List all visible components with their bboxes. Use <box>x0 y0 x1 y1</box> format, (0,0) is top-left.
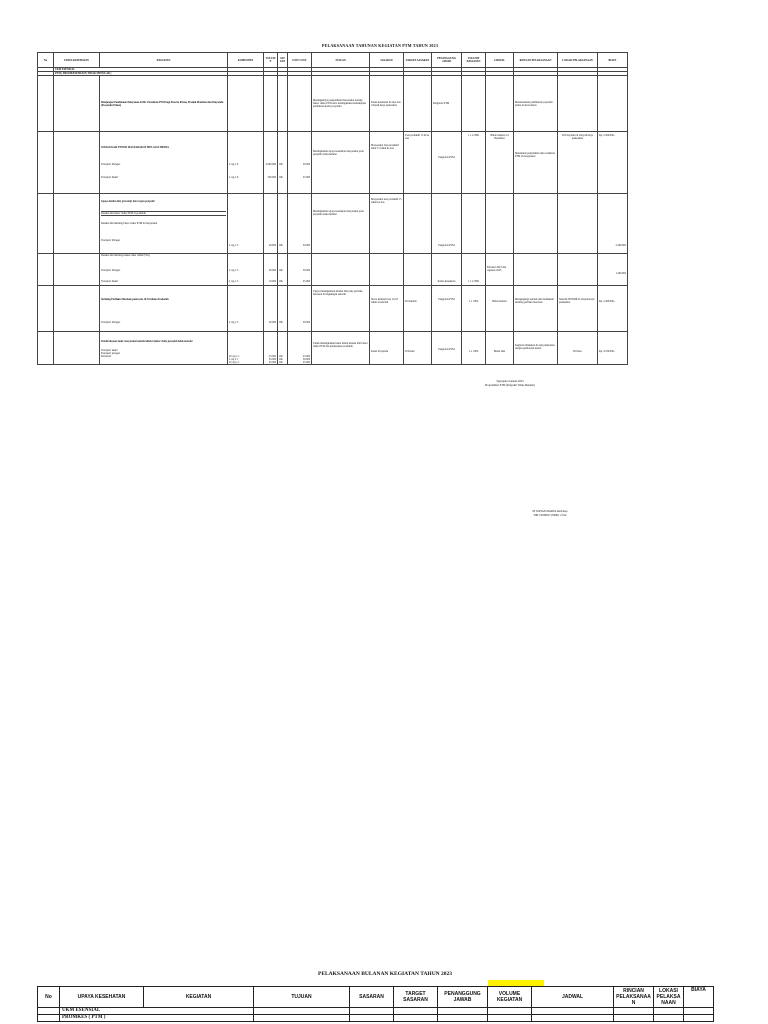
volume-value: 2.000.000 <box>265 163 276 166</box>
komponen-value: 2 org x 3 <box>229 269 239 272</box>
lokasi-cell: Di Desa <box>558 332 598 365</box>
unit-cost-value: 50.000 <box>302 269 310 272</box>
volume-cell <box>264 254 278 286</box>
komponen-value: 2 org x 6 <box>229 163 239 166</box>
b-col-target: TARGET SASARAN <box>394 987 438 1008</box>
satuan-value: OK <box>279 163 283 166</box>
satuan-value: OK <box>279 269 283 272</box>
col-target: TARGET SASARAN <box>404 53 432 68</box>
unit-cost-value: 25.000 <box>302 280 310 283</box>
komponen-value: 2 org x 1 <box>229 358 239 361</box>
jadwal-cell: Bulan Juni <box>486 332 514 365</box>
target-cell: Di Sekolah <box>404 286 432 332</box>
signature-footer <box>490 510 610 518</box>
monthly-header-row <box>38 987 714 1008</box>
unit-cost-cell <box>288 132 312 194</box>
kegiatan-cell <box>100 286 228 332</box>
satuan-value: OK <box>279 361 283 364</box>
rincian-cell: Melakukan penyuluhan dan sosialisasi PTM di masyarakat <box>514 132 558 194</box>
b-col-rincian: RINCIAN PELAKSANAAN <box>614 987 654 1008</box>
item-label: Transport Petugas <box>101 269 121 272</box>
sign-role: Programmer PTM (Penyakit Tidak Menular) <box>484 384 536 387</box>
satuan-cell <box>278 286 288 332</box>
item-label: Transport Petugas <box>101 321 121 324</box>
vol-keg-cell: 1 x 1 Bln <box>462 286 486 332</box>
kegiatan-title: Skrining Perilaku Merokok pada usia 10-18 tahun di sekolah <box>101 298 169 301</box>
kegiatan-cell <box>100 254 228 286</box>
col-pj: PENANGGUNG JAWAB <box>432 53 462 68</box>
volume-value: 500.000 <box>267 176 276 179</box>
tujuan-cell: Upaya meningkatkan deteksi dini pada perilaku merokok di lingkungan sekolah <box>312 286 370 332</box>
komponen-value: 20 org x 1 <box>229 355 240 358</box>
kegiatan-title: Pemberdayaan kader masyarakat melalui deteksi faktor risiko penyakit tidak menular <box>101 340 193 343</box>
b-col-lokasi: LOKASI PELAKSANAAN <box>654 987 684 1008</box>
kegiatan-cell <box>100 132 228 194</box>
header-row <box>38 53 628 68</box>
col-rincian: RINCIAN PELAKSANAAN <box>514 53 558 68</box>
col-vol-keg: VOLUME KEGIATAN <box>462 53 486 68</box>
pj-cell: Pengelola PTM <box>432 194 462 254</box>
item-label: Transport petugas <box>101 352 120 355</box>
table-row <box>38 132 628 194</box>
satuan-value: OK <box>279 244 283 247</box>
tujuan-cell: Meningkatnya pengetahuan masyarakat tentang faktor risiko PTM serta meningkatkan kemampuan pembinaan kader posyandu <box>312 76 370 132</box>
kegiatan-cell <box>100 332 228 365</box>
col-lokasi: LOKASI PELAKSANAAN <box>558 53 598 68</box>
sign-nip: NIP. 19930627 200901 2 014 <box>533 514 567 517</box>
item-label: Transport Petugas <box>101 239 121 242</box>
col-tujuan: TUJUAN <box>312 53 370 68</box>
sign-name: NI WAYAN MARTA Amd.Kep <box>532 510 568 513</box>
biaya-cell: 2.400.000 <box>598 194 628 254</box>
kegiatan-title: Upaya deteksi dini, preventif, dan respon penyakit <box>101 200 155 203</box>
unit-cost-value: 25.000 <box>302 355 310 358</box>
volume-cell <box>264 194 278 254</box>
pj-cell: Pengelola PTM <box>432 332 462 365</box>
unit-cost-value: 50.000 <box>302 358 310 361</box>
volume-cell <box>264 132 278 194</box>
satuan-value: OK <box>279 321 283 324</box>
item-label: Transport Kader <box>101 176 119 179</box>
col-kegiatan: KEGIATAN <box>100 53 228 68</box>
biaya-cell: Rp. 2.400.000,- <box>598 286 628 332</box>
komponen-value: 2 org x 3 <box>229 244 239 247</box>
col-komponen: KOMPONEN <box>228 53 264 68</box>
col-no: No <box>38 53 54 68</box>
volume-value: 20.000 <box>268 244 276 247</box>
unit-cost-value: 25.000 <box>302 361 310 364</box>
biaya-cell: Rp. 2.500.000,- <box>598 132 628 194</box>
pj-cell: Pengelola PTM <box>432 76 462 132</box>
sasaran-cell: Kader Posyandu <box>370 332 404 365</box>
table-row <box>38 76 628 132</box>
pj-cell: Pengelola PTM <box>432 132 462 194</box>
item-label: Transport Petugas <box>101 163 121 166</box>
document-title: PELAKSANAAN TAHUNAN KEGIATAN PTM TAHUN 2023 <box>321 43 439 48</box>
b-col-biaya: BIAYA <box>684 987 714 1008</box>
tujuan-cell: Meningkatkan upaya kesehatan masyarakat pada penyakit tidak menular <box>312 132 370 194</box>
pj-cell: Pengelola PTM <box>432 286 462 332</box>
unit-cost-cell <box>288 332 312 365</box>
komponen-value: 2 org x 3 <box>229 321 239 324</box>
target-cell <box>404 254 432 286</box>
satuan-value: OK <box>279 355 283 358</box>
table-row <box>38 254 628 286</box>
komponen-cell <box>228 332 264 365</box>
target-cell: 20 Kader <box>404 332 432 365</box>
komponen-cell <box>228 194 264 254</box>
volume-value: 20.000 <box>268 269 276 272</box>
kegiatan-title: SOSIALISASI PTM DI MASYARAKAT MELALUI MEDIA <box>101 146 169 149</box>
sasaran-cell: Masyarakat Usia produktif umur 15 tahun ke atas <box>370 132 404 194</box>
rincian-cell: Melaksanakan pembinaan posyandu prima di desa binaan <box>514 76 558 132</box>
biaya-cell: 1.200.000 <box>598 254 628 286</box>
annual-plan-table <box>37 52 628 365</box>
kegiatan-title: Deteksi dini skrining kanker leher rahim (IVA) <box>101 254 150 257</box>
section-label: PTM ( PROMKESEHATAN TIDAK MENULAR ) <box>54 72 228 76</box>
tujuan-cell: Untuk meningkatkan kader dalam deteksi dini faktor risiko PTM dan pelaksanaan posbindu <box>312 332 370 365</box>
volume-value: 25.000 <box>268 361 276 364</box>
satuan-value: OK <box>279 280 283 283</box>
col-jadwal: JADWAL <box>486 53 514 68</box>
unit-cost-value: 25.000 <box>302 176 310 179</box>
volume-value: 20.000 <box>268 321 276 324</box>
sasaran-cell: Kader kesehatan di desa dan wilayah kerja puskesmas <box>370 76 404 132</box>
col-biaya: BIAYA <box>598 53 628 68</box>
table-row <box>38 332 628 365</box>
b-col-jadwal: JADWAL <box>532 987 614 1008</box>
item-label: Transport kader <box>101 349 118 352</box>
komponen-cell <box>228 286 264 332</box>
volume-cell <box>264 332 278 365</box>
jadwal-cell: Februari 2023 dan Agustus 2023 <box>486 254 514 286</box>
volume-value: 25.000 <box>268 355 276 358</box>
sign-place-date: Saptaputra Januari 2023 <box>496 380 524 383</box>
satuan-cell <box>278 132 288 194</box>
vol-keg-cell: 1 x 12 Bln <box>462 132 486 194</box>
jadwal-cell: Bulan Januari <box>486 286 514 332</box>
unit-cost-value: 50.000 <box>302 244 310 247</box>
table-row <box>38 286 628 332</box>
volume-value: 10.000 <box>268 280 276 283</box>
col-satuan: SAT UAN <box>278 53 288 68</box>
col-sasaran: SASARAN <box>370 53 404 68</box>
tujuan-cell: Meningkatkan upaya kesehatan masyarakat pada penyakit tidak menular <box>312 194 370 254</box>
satuan-cell <box>278 194 288 254</box>
unit-cost-cell <box>288 194 312 254</box>
rincian-cell: Mengunjungi sekolah dan melakukan skrining perilaku merokok <box>514 286 558 332</box>
unit-cost-cell <box>288 286 312 332</box>
sub-activity: Deteksi dini faktor risiko PTM di posbindu <box>101 211 226 216</box>
komponen-cell <box>228 132 264 194</box>
monthly-title: PELAKSANAAN BULANAN KEGIATAN TAHUN 2023 <box>317 971 453 977</box>
monthly-section-label: PROMKES ( PTM ) <box>60 1015 254 1022</box>
volume-value: 50.000 <box>268 358 276 361</box>
satuan-cell <box>278 254 288 286</box>
jadwal-cell: Bulan Januari s/d Desember <box>486 132 514 194</box>
unit-cost-value: 50.000 <box>302 163 310 166</box>
b-col-no: No <box>38 987 60 1008</box>
satuan-cell <box>278 332 288 365</box>
b-col-vol-keg: VOLUME KEGIATAN <box>488 987 532 1008</box>
item-label: Konsumsi <box>101 355 112 358</box>
satuan-value: OK <box>279 358 283 361</box>
monthly-row <box>38 1015 714 1022</box>
sub-activity: Deteksi dini skrining faktor risiko PTM di masyarakat <box>101 222 158 225</box>
komponen-value: 2 org x 6 <box>229 176 239 179</box>
col-upaya: UPAYA KESEHATAN <box>54 53 100 68</box>
table-row <box>38 194 628 254</box>
section-label: UKM ESENSIAL <box>54 68 228 72</box>
b-col-tujuan: TUJUAN <box>254 987 350 1008</box>
b-col-kegiatan: KEGIATAN <box>144 987 254 1008</box>
b-col-sasaran: SASARAN <box>350 987 394 1008</box>
lokasi-cell: Di Posyandu di wilayah kerja puskesmas <box>558 132 598 194</box>
biaya-cell: Rp. 4.350.000,- <box>598 332 628 365</box>
col-unit-cost: UNIT COST <box>288 53 312 68</box>
vol-keg-cell: 1 x 1 Bln <box>462 332 486 365</box>
pj-cell: Kader Kesehatan <box>432 254 462 286</box>
rincian-cell: Kegiatan dilakukan di aula puskesmas dengan pemberian materi <box>514 332 558 365</box>
unit-cost-cell <box>288 254 312 286</box>
unit-cost-value: 50.000 <box>302 321 310 324</box>
b-col-pj: PENANGGUNG JAWAB <box>438 987 488 1008</box>
monthly-section-label: UKM ESENSIAL <box>60 1008 254 1015</box>
komponen-value: 2 org x 3 <box>229 280 239 283</box>
b-col-upaya: UPAYA KESEHATAN <box>60 987 144 1008</box>
item-label: Transport Kader <box>101 280 119 283</box>
monthly-row <box>38 1008 714 1015</box>
signature-header <box>450 380 570 388</box>
komponen-cell <box>228 254 264 286</box>
kegiatan-cell <box>100 194 228 254</box>
komponen-value: 22 org x 1 <box>229 361 240 364</box>
satuan-value: OK <box>279 176 283 179</box>
sasaran-cell: Masyarakat usia produktif 15 tahun ke atas <box>370 194 404 254</box>
volume-cell <box>264 286 278 332</box>
sasaran-cell: Siswa Remaja Usia 10-18 tahun di sekolah <box>370 286 404 332</box>
monthly-plan-table <box>37 986 714 1022</box>
vol-keg-cell: 1 x 12 Bln <box>462 254 486 286</box>
kegiatan-cell: Menjangan Pembinaan Pelayanan ASIK. Perselisan PTM bagi Peserta Prima, Produk Manifest dan Penyandu (Posyandu Prima) <box>100 76 228 132</box>
target-cell: Usia produktif 15 th ke atas <box>404 132 432 194</box>
col-volume: VOLUME <box>264 53 278 68</box>
lokasi-cell: Sekolah SD/SMP di wilayah kerja puskesmas <box>558 286 598 332</box>
